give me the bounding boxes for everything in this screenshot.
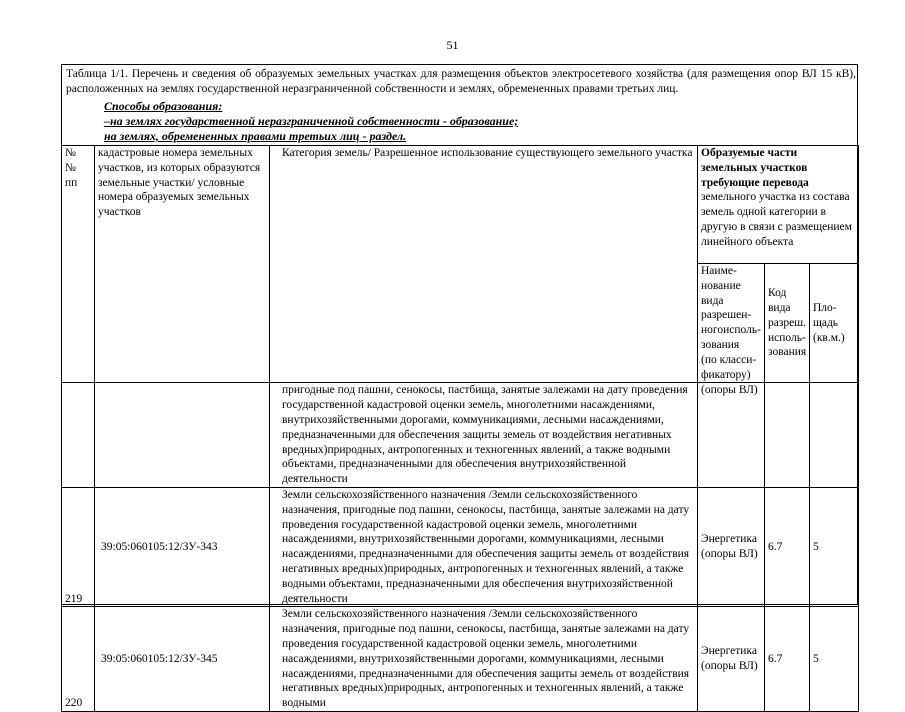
header-use-code: Код вида разреш. исполь- зования <box>765 264 810 383</box>
table-row <box>62 607 859 712</box>
header-num: № № пп <box>62 146 95 383</box>
row-use-code: 6.7 <box>765 607 810 712</box>
page-number: 51 <box>446 38 459 52</box>
table-row <box>62 383 859 488</box>
header-area: Пло- щадь (кв.м.) <box>810 264 859 383</box>
formation-methods <box>104 99 518 144</box>
row-area: 5 <box>810 607 859 712</box>
methods-heading: Способы образования: <box>104 99 223 113</box>
header-cadastral: кадастровые номера земельных участков, из которых образуются земельные участки/ условные номера образуемых земельных участков <box>95 146 270 383</box>
row-area: 5 <box>810 487 859 606</box>
row-use-name: Энергетика (опоры ВЛ) <box>698 607 765 712</box>
header-parts-rest: земельного участка из состава земель одной категории в другую в связи с размещением линейного объекта <box>701 191 852 248</box>
row-num <box>62 383 95 488</box>
row-category: Земли сельскохозяйственного назначения /Земли сельскохозяйственного назначения, пригодные под пашни, сенокосы, пастбища, занятые залежами на дату проведения государственной кадастровой оценки земель, многолетними насаждениями, внутрихозяйственными дорогами, коммуникациями, лесными насаждениями, предназначенными для обеспечения защиты земель от воздействия негативных вредных)природных, антропогенных и техногенных явлений, а также водными <box>270 607 698 712</box>
row-cadastral <box>95 383 270 488</box>
header-row <box>62 146 859 264</box>
header-category: Категория земель/ Разрешенное использование существующего земельного участка <box>270 146 698 383</box>
header-use-name: Наиме- нование вида разрешен- ногоисполь- зования (по класси- фикатору) <box>698 264 765 383</box>
land-plots-table <box>61 145 859 712</box>
method-1: –на землях государственной неразграниченной собственности - образование; <box>104 114 519 128</box>
header-parts <box>698 146 859 264</box>
row-category: Земли сельскохозяйственного назначения /Земли сельскохозяйственного назначения, пригодные под пашни, сенокосы, пастбища, занятые залежами на дату проведения государственной кадастровой оценки земель, многолетними насаждениями, внутрихозяйственными дорогами, коммуникациями, лесными насаждениями, предназначенными для обеспечения защиты земель от воздействия негативных вредных)природных, антропогенных и техногенных явлений, а также водными объектами, предназначенными для обеспечения внутрихозяйственной деятельности <box>270 487 698 606</box>
row-use-code: 6.7 <box>765 487 810 606</box>
row-cadastral: 39:05:060105:12/ЗУ-343 <box>95 487 270 606</box>
row-area <box>810 383 859 488</box>
table-row <box>62 487 859 606</box>
caption-title: Таблица 1/1. Перечень и сведения об образуемых земельных участках для размещения объектов электросетевого хозяйства (для размещения опор ВЛ 15 кВ), расположенных на землях государственной неразграниченной собственности и землях, обремененных правами третьих лиц. <box>66 68 856 95</box>
row-cadastral: 39:05:060105:12/ЗУ-345 <box>95 607 270 712</box>
header-parts-bold: Образуемые части земельных участков требующие перевода <box>701 147 809 189</box>
row-use-name: Энергетика (опоры ВЛ) <box>698 487 765 606</box>
table-caption <box>66 67 856 96</box>
method-2: на землях, обремененных правами третьих лиц - раздел. <box>104 129 407 143</box>
row-use-code <box>765 383 810 488</box>
row-num: 219 <box>62 487 95 606</box>
row-category: пригодные под пашни, сенокосы, пастбища, занятые залежами на дату проведения государственной кадастровой оценки земель, многолетними насаждениями, внутрихозяйственными дорогами, коммуникациями, лесными насаждениями, предназначенными для обеспечения защиты земель от воздействия негативных вредных)природных, антропогенных и техногенных явлений, а также водными объектами, предназначенными для обеспечения внутрихозяйственной деятельности <box>270 383 698 488</box>
row-num: 220 <box>62 607 95 712</box>
row-use-name: (опоры ВЛ) <box>698 383 765 488</box>
